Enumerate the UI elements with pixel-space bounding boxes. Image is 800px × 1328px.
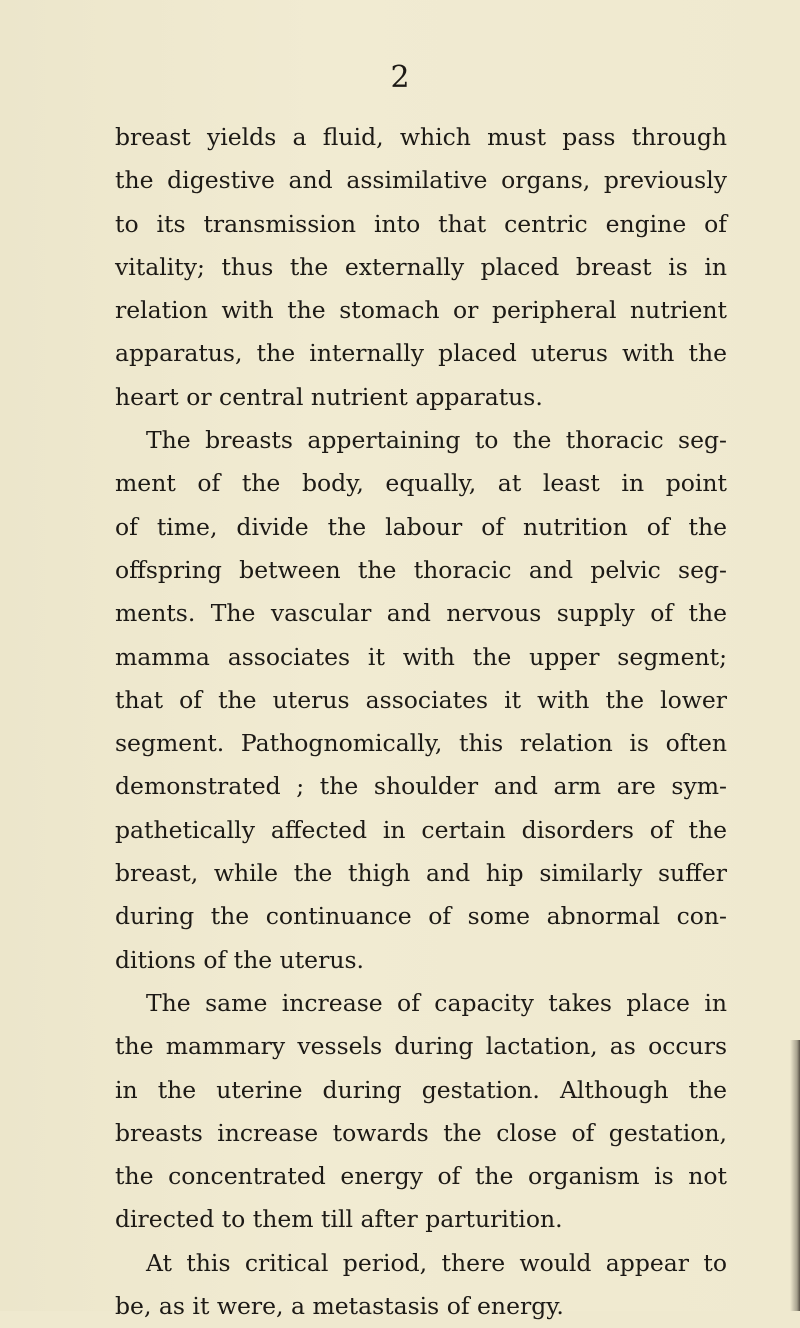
text-line: the digestive and assimilative organs, previously (115, 166, 727, 195)
text-line: The same increase of capacity takes place in (146, 988, 727, 1017)
text-line: that of the uterus associates it with the lower (115, 685, 727, 714)
text-line: in the uterine during gestation. Although the (115, 1075, 727, 1104)
text-line: to its transmission into that centric engine of (115, 209, 727, 238)
text-line: mamma associates it with the upper segment; (115, 642, 727, 671)
text-line: ments. The vascular and nervous supply of the (115, 599, 727, 628)
text-line: during the continuance of some abnormal con- (115, 902, 727, 931)
text-line: ment of the body, equally, at least in point (115, 469, 727, 498)
text-line: breasts increase towards the close of gestation, (115, 1118, 727, 1147)
text-line: of time, divide the labour of nutrition of the (115, 512, 727, 541)
text-line: pathetically affected in certain disorders of the (115, 815, 727, 844)
text-line: breast yields a fluid, which must pass through (115, 123, 727, 151)
text-line: be, as it were, a metastasis of energy. (115, 1292, 564, 1321)
text-line: relation with the stomach or peripheral nutrient (115, 296, 727, 325)
text-line: directed to them till after parturition. (115, 1205, 563, 1234)
text-line: offspring between the thoracic and pelvic seg- (115, 555, 727, 584)
text-line: demonstrated ; the shoulder and arm are sym- (115, 772, 727, 801)
text-line: The breasts appertaining to the thoracic seg- (146, 426, 727, 455)
page-number: 2 (390, 60, 410, 95)
text-line: the mammary vessels during lactation, as occurs (115, 1032, 727, 1061)
text-line: breast, while the thigh and hip similarly suffer (115, 859, 727, 888)
text-line: segment. Pathognomically, this relation is often (115, 729, 727, 758)
text-line: the concentrated energy of the organism is not (115, 1162, 727, 1191)
text-line: apparatus, the internally placed uterus with the (115, 339, 727, 368)
text-line: vitality; thus the externally placed breast is in (115, 252, 727, 281)
text-line: heart or central nutrient apparatus. (115, 382, 543, 411)
text-line: ditions of the uterus. (115, 945, 364, 974)
text-line: At this critical period, there would appear to (146, 1248, 727, 1277)
page-edge-shadow (790, 1040, 800, 1311)
body-text (115, 116, 727, 1328)
